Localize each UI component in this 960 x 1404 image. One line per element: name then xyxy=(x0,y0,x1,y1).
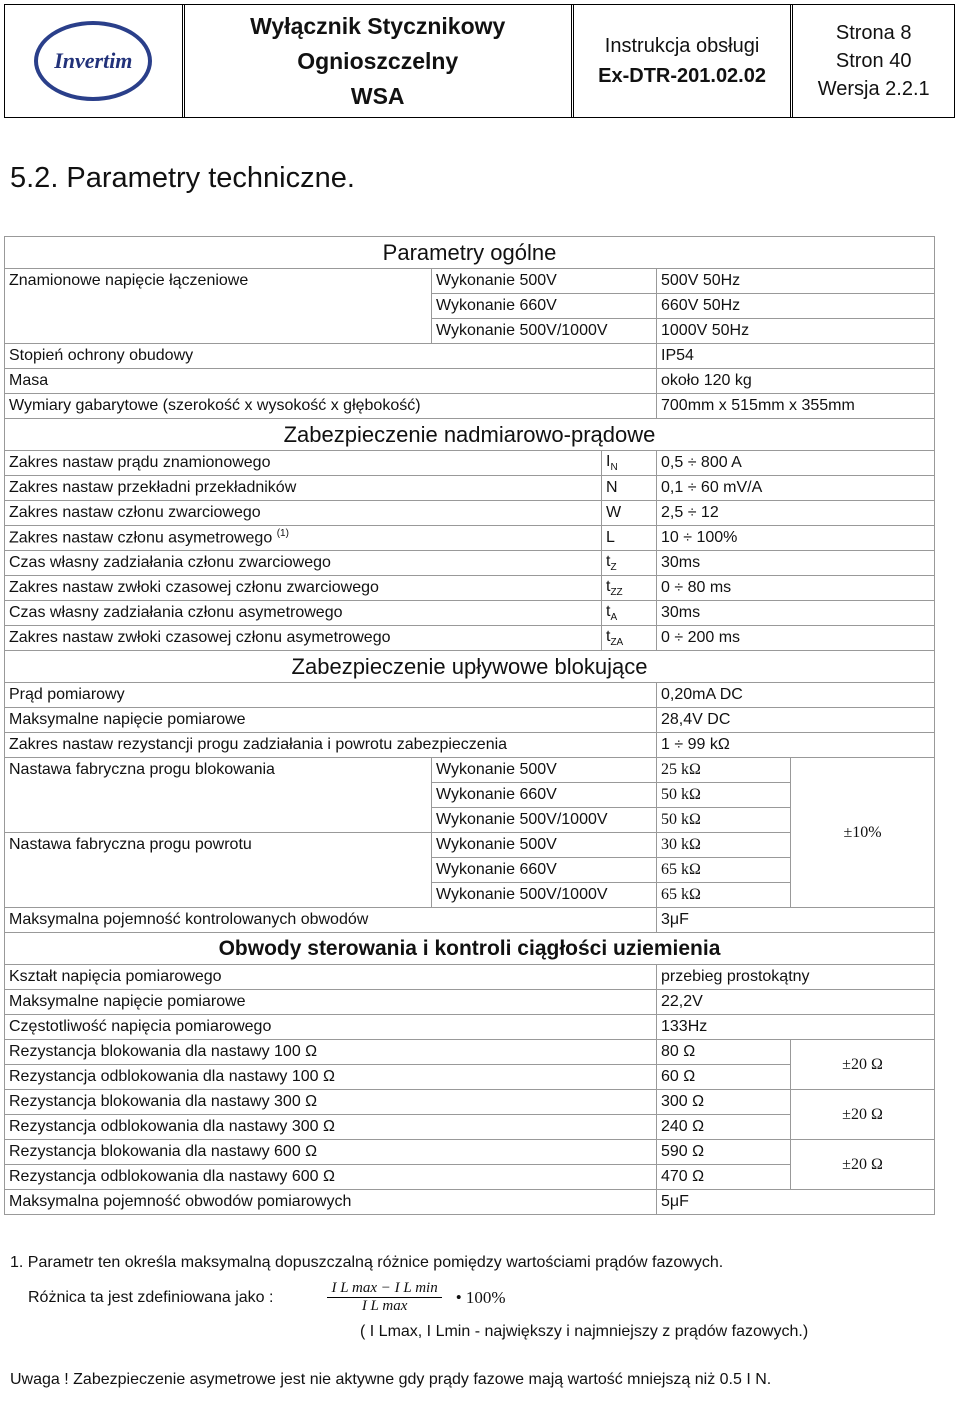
formula-denominator: I L max xyxy=(361,1298,408,1314)
table-row: Wykonanie 500V/1000V 50 kΩ xyxy=(5,808,935,833)
table-row: Wykonanie 500V/1000V 1000V 50Hz xyxy=(5,319,935,344)
page-cell xyxy=(793,5,954,117)
table-row: Czas własny zadziałania członu zwarciowego $t_Z$ 30ms xyxy=(5,551,935,576)
page-count: Stron 40 xyxy=(835,50,912,72)
table-row: Maksymalne napięcie pomiarowe 22,2V xyxy=(5,990,935,1015)
table-row: Rezystancja blokowania dla nastawy 100 Ω 80 Ω ±20 Ω xyxy=(5,1040,935,1065)
logo-cell xyxy=(5,5,185,117)
title-line-3: WSA xyxy=(350,82,405,109)
logo-text: Invertim xyxy=(54,48,133,73)
table-row: Rezystancja odblokowania dla nastawy 100 Ω 60 Ω xyxy=(5,1065,935,1090)
document-header xyxy=(4,4,955,118)
overcurrent-title: Zabezpieczenie nadmiarowo-prądowe xyxy=(5,419,935,451)
table-row: Rezystancja blokowania dla nastawy 600 Ω 590 Ω ±20 Ω xyxy=(5,1140,935,1165)
table-row: Masa około 120 kg xyxy=(5,369,935,394)
table-row: Wykonanie 500V/1000V 65 kΩ xyxy=(5,883,935,908)
formula-multiplier: • 100% xyxy=(455,1287,506,1307)
notes xyxy=(10,1254,940,1389)
title-line-2: Ognioszczelny xyxy=(297,47,459,74)
table-row: Rezystancja blokowania dla nastawy 300 Ω 300 Ω ±20 Ω xyxy=(5,1090,935,1115)
table-row: Maksymalna pojemność kontrolowanych obwodów 3μF xyxy=(5,908,935,933)
table-row: Zakres nastaw członu asymetrowego $^{(1)}$ L 10 ÷ 100% xyxy=(5,526,935,551)
title-cell xyxy=(185,5,574,117)
formula-legend: ( I Lmax, I Lmin - największy i najmniejszy z prądów fazowych.) xyxy=(360,1323,809,1340)
formula-row xyxy=(10,1280,940,1315)
table-row: Zakres nastaw zwłoki czasowej członu asymetrowego $t_{ZA}$ 0 ÷ 200 ms xyxy=(5,626,935,651)
leakage-tolerance: ±10% xyxy=(791,758,935,908)
table-row: Zakres nastaw zwłoki czasowej członu zwarciowego $t_{ZZ}$ 0 ÷ 80 ms xyxy=(5,576,935,601)
table-row: Wykonanie 660V 65 kΩ xyxy=(5,858,935,883)
note-1: 1. Parametr ten określa maksymalną dopuszczalną różnice pomiędzy wartościami prądów fazowych. xyxy=(10,1254,724,1271)
table-row: Częstotliwość napięcia pomiarowego 133Hz xyxy=(5,1015,935,1040)
formula-numerator: I L max − I L min xyxy=(327,1280,441,1298)
spec-table xyxy=(4,236,935,1215)
control-title: Obwody sterowania i kontroli ciągłości uziemienia xyxy=(5,933,935,965)
table-row: Zakres nastaw członu zwarciowego W 2,5 ÷ 12 xyxy=(5,501,935,526)
version: Wersja 2.2.1 xyxy=(817,78,930,100)
doc-cell xyxy=(574,5,794,117)
title-line-1: Wyłącznik Stycznikowy xyxy=(250,12,506,39)
invertim-logo xyxy=(34,21,152,101)
table-row: Rezystancja odblokowania dla nastawy 300 Ω 240 Ω xyxy=(5,1115,935,1140)
table-row: Stopień ochrony obudowy IP54 xyxy=(5,344,935,369)
table-row: Maksymalne napięcie pomiarowe 28,4V DC xyxy=(5,708,935,733)
page-number: Strona 8 xyxy=(835,22,912,44)
table-row: Czas własny zadziałania członu asymetrowego $t_A$ 30ms xyxy=(5,601,935,626)
table-row: Maksymalna pojemność obwodów pomiarowych 5μF xyxy=(5,1190,935,1215)
table-row: Zakres nastaw rezystancji progu zadziałania i powrotu zabezpieczenia 1 ÷ 99 kΩ xyxy=(5,733,935,758)
table-row: Rezystancja odblokowania dla nastawy 600 Ω 470 Ω xyxy=(5,1165,935,1190)
doc-number: Ex-DTR-201.02.02 xyxy=(598,65,766,87)
section-title: 5.2. Parametry techniczne. xyxy=(10,162,355,194)
table-row: Wykonanie 660V 660V 50Hz xyxy=(5,294,935,319)
table-row: Nastawa fabryczna progu powrotu Wykonanie 500V 30 kΩ xyxy=(5,833,935,858)
table-row: Zakres nastaw prądu znamionowego $I_N$ 0,5 ÷ 800 A xyxy=(5,451,935,476)
doc-type: Instrukcja obsługi xyxy=(604,35,760,57)
table-row: Nastawa fabryczna progu blokowania Wykonanie 500V 25 kΩ ±10% xyxy=(5,758,935,783)
table-row: Prąd pomiarowy 0,20mA DC xyxy=(5,683,935,708)
table-row: Zakres nastaw przekładni przekładników N 0,1 ÷ 60 mV/A xyxy=(5,476,935,501)
warning-note: Uwaga ! Zabezpieczenie asymetrowe jest nie aktywne gdy prądy fazowe mają wartość mniejszą niż 0.5 I N. xyxy=(10,1371,772,1388)
table-row: Znamionowe napięcie łączeniowe Wykonanie 500V 500V 50Hz xyxy=(5,269,935,294)
leakage-title: Zabezpieczenie upływowe blokujące xyxy=(5,651,935,683)
formula-label: Różnica ta jest zdefiniowana jako : xyxy=(28,1288,274,1306)
general-title: Parametry ogólne xyxy=(5,237,935,269)
table-row: Wykonanie 660V 50 kΩ xyxy=(5,783,935,808)
table-row: Kształt napięcia pomiarowego przebieg prostokątny xyxy=(5,965,935,990)
formula-fraction xyxy=(327,1280,441,1315)
table-row: Wymiary gabarytowe (szerokość x wysokość x głębokość) 700mm x 515mm x 355mm xyxy=(5,394,935,419)
